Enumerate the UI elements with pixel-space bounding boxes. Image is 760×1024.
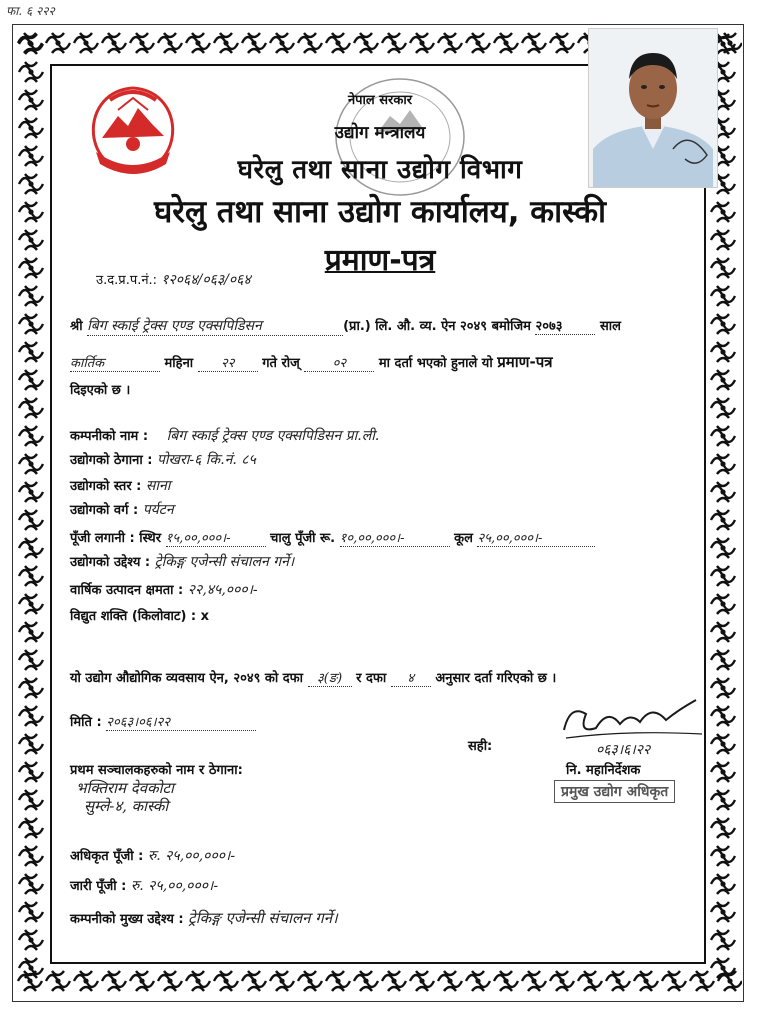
ornamental-border-left — [14, 26, 48, 998]
power-value: x — [200, 609, 210, 624]
government-name: नेपाल सरकार — [347, 93, 413, 108]
applicant-photo — [588, 28, 718, 188]
signature-date: ०६३।६।२२ — [596, 742, 651, 758]
intro-month-label: महिना — [164, 356, 194, 371]
issued-capital-value: रु. २५,००,०००।- — [130, 878, 219, 894]
intro-text-2: साल — [600, 319, 621, 334]
intro-prefix: श्री — [70, 319, 83, 334]
intro-year: २०७३ — [535, 316, 595, 335]
objective-row — [70, 552, 294, 571]
intro-line-1 — [70, 316, 621, 336]
capacity-value: २२,४५,०००।- — [187, 582, 258, 598]
company-name-label: कम्पनीको नाम : — [70, 429, 149, 444]
ministry-name: उद्योग मन्त्रालय — [334, 123, 426, 143]
company-name-handwritten: बिग स्काई ट्रेक्स एण्ड एक्सपिडिसन — [87, 316, 343, 336]
category-label: उद्योगको वर्ग : — [70, 503, 139, 518]
power-label: विद्युत शक्ति (किलोवाट) : — [70, 609, 197, 624]
intro-line-3: दिइएको छ । — [70, 383, 131, 398]
total-capital-value: २५,००,०००।- — [477, 528, 595, 547]
law-section: ३(ङ) — [308, 668, 352, 687]
date-label: मिति : — [70, 715, 102, 730]
main-objective-value: ट्रेकिङ्ग एजेन्सी संचालन गर्ने। — [188, 909, 338, 927]
authorized-capital-row — [70, 846, 235, 865]
intro-text-3: मा दर्ता भएको हुनाले यो — [378, 356, 493, 371]
intro-line-2 — [70, 352, 553, 372]
main-objective-label: कम्पनीको मुख्य उद्देश्य : — [70, 912, 184, 927]
capacity-row — [70, 580, 258, 599]
certificate-title: प्रमाण-पत्र — [324, 243, 436, 278]
level-value: साना — [145, 478, 171, 494]
law-text-1: यो उद्योग औद्योगिक व्यवसाय ऐन, २०४९ को दफा — [70, 671, 304, 686]
registration-number: १२०६४/०६३/०६४ — [161, 272, 251, 288]
intro-month: कार्तिक — [70, 353, 160, 372]
ornamental-border-bottom — [14, 964, 742, 998]
address-label: उद्योगको ठेगाना : — [70, 453, 153, 468]
company-name-row — [70, 426, 379, 445]
office-name: घरेलु तथा साना उद्योग कार्यालय, कास्की — [153, 194, 607, 230]
level-row — [70, 476, 170, 495]
director-name: भक्तिराम देवकोटा — [76, 779, 174, 797]
category-row — [70, 500, 174, 519]
category-value: पर्यटन — [142, 502, 174, 518]
capital-investment-row — [70, 528, 595, 547]
signatory-title: नि. महानिर्देशक — [566, 763, 641, 778]
total-capital-label: कूल — [454, 531, 473, 546]
director-address: सुम्ले-४, कास्की — [84, 797, 169, 815]
intro-cert-word: प्रमाण-पत्र — [497, 353, 553, 371]
objective-label: उद्योगको उद्देश्य : — [70, 555, 151, 570]
directors-label: प्रथम सञ्चालकहरुको नाम र ठेगाना: — [70, 763, 243, 778]
authorized-capital-value: रु. २५,००,०००।- — [147, 848, 236, 864]
issued-capital-row — [70, 876, 218, 895]
law-clause: ४ — [391, 668, 431, 687]
main-objective-row — [70, 908, 338, 928]
current-capital-value: १०,००,०००।- — [340, 528, 450, 547]
department-name: घरेलु तथा साना उद्योग विभाग — [237, 155, 523, 185]
company-name-value: बिग स्काई ट्रेक्स एण्ड एक्सपिडिसन प्रा.ली. — [166, 428, 380, 444]
fixed-capital-value: १५,००,०००।- — [166, 528, 266, 547]
date-value: २०६३।०६।२२ — [106, 712, 256, 731]
power-row — [70, 606, 209, 624]
intro-text-1: (प्रा.) लि. औ. व्य. ऐन २०४९ बमोजिम — [343, 319, 531, 334]
intro-day: २२ — [198, 353, 258, 372]
issued-capital-label: जारी पूँजी : — [70, 879, 127, 894]
capacity-label: वार्षिक उत्पादन क्षमता : — [70, 583, 184, 598]
address-row — [70, 450, 256, 469]
form-number-note: फा. ६ २२२ — [6, 4, 55, 18]
registration-label: उ.द.प्र.प.नं.: — [96, 273, 158, 288]
intro-day-label: गते रोज् — [262, 356, 300, 371]
date-row — [70, 712, 256, 731]
officer-stamp: प्रमुख उद्योग अधिकृत — [554, 780, 675, 803]
current-capital-label: चालु पूँजी रू. — [270, 531, 336, 546]
level-label: उद्योगको स्तर : — [70, 479, 142, 494]
objective-value: ट्रेकिङ्ग एजेन्सी संचालन गर्ने। — [154, 554, 295, 570]
registration-row — [96, 270, 251, 289]
law-clause-row — [70, 668, 556, 687]
intro-weekday: ०२ — [304, 353, 374, 372]
law-text-3: अनुसार दर्ता गरिएको छ । — [435, 671, 557, 686]
address-value: पोखरा-६ कि.नं. ८५ — [156, 452, 256, 468]
law-text-2: र दफा — [356, 671, 387, 686]
capital-investment-label: पूँजी लगानी : स्थिर — [70, 531, 162, 546]
signature-label: सही: — [468, 739, 493, 754]
authorized-capital-label: अधिकृत पूँजी : — [70, 849, 144, 864]
